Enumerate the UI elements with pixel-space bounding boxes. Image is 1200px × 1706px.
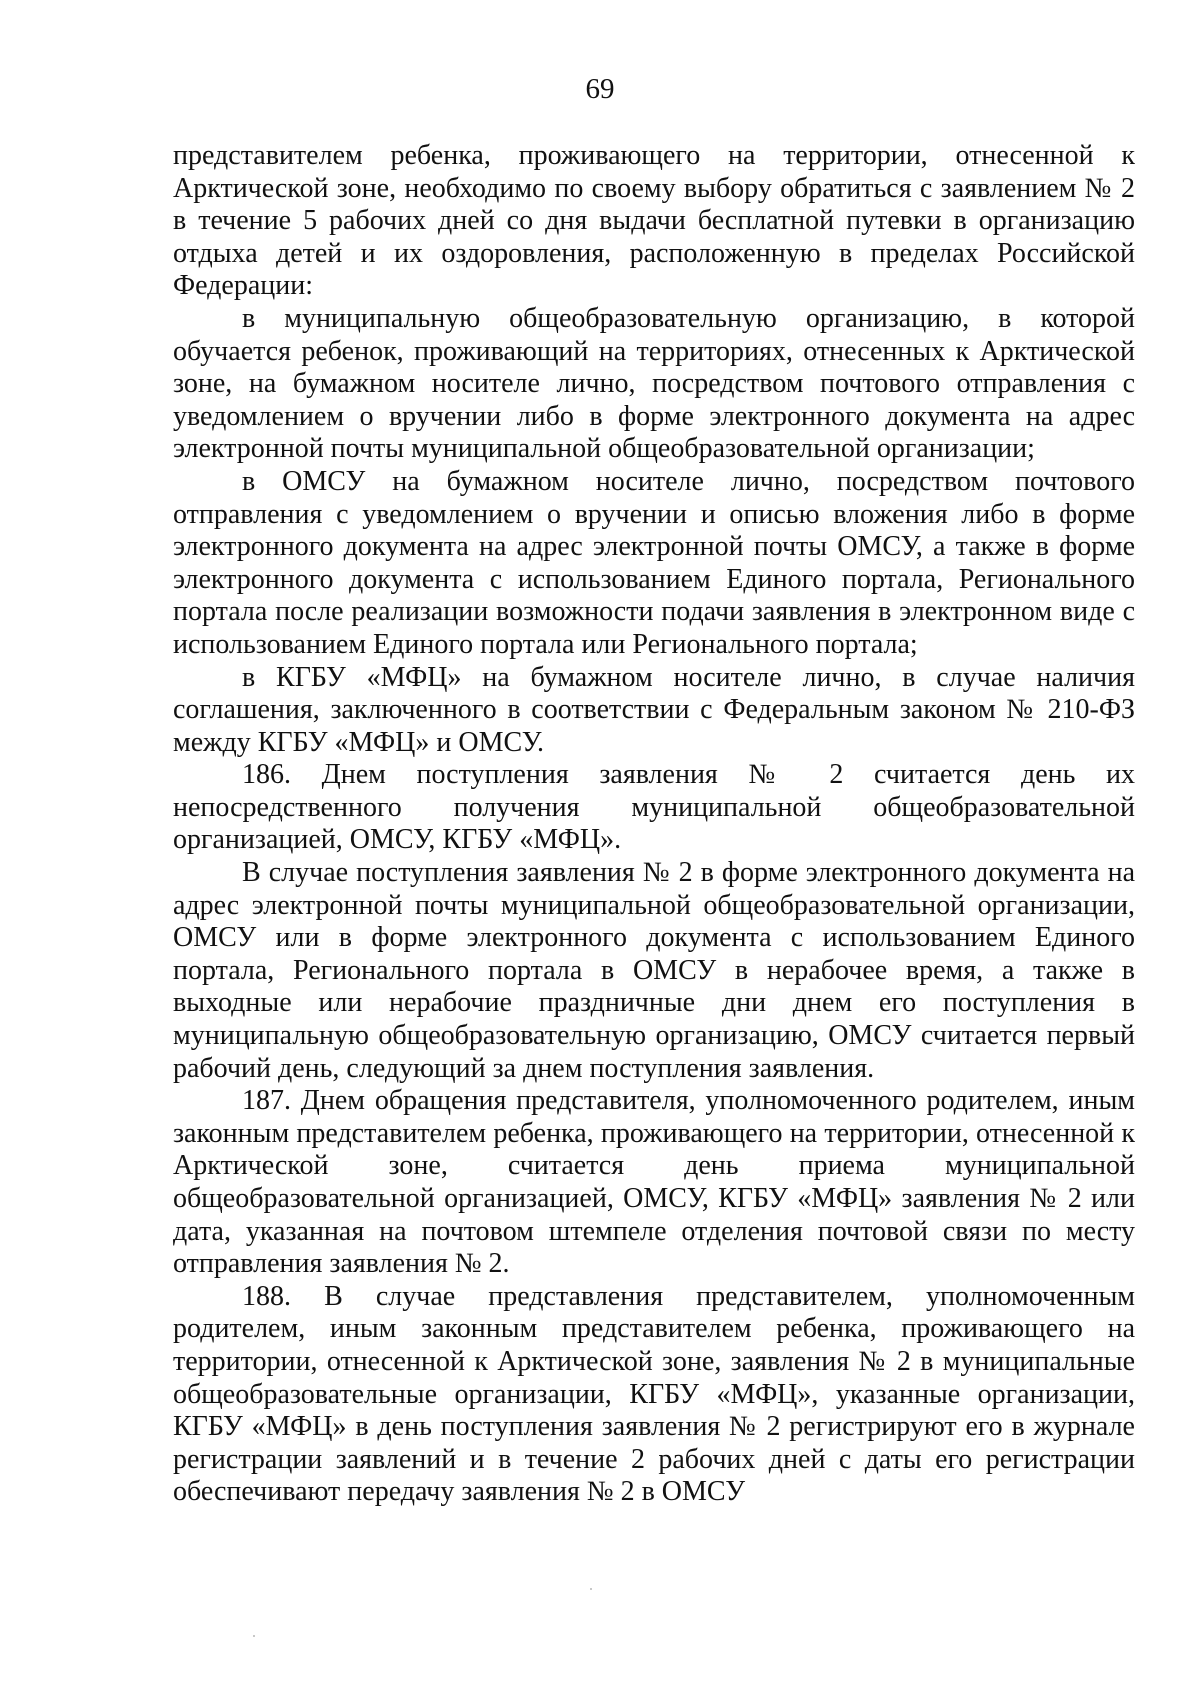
paragraph-continuation-intro: представителем ребенка, проживающего на территории, отнесенной к Арктической зоне, необходимо по своему выбору обратиться с заявлением № 2 в течение 5 рабочих дней со дня выдачи бесплатной путевки в организацию отдыха детей и их оздоровления, расположенную в пределах Российской Федерации: <box>173 140 1135 302</box>
paragraph-item-186-electronic: В случае поступления заявления № 2 в форме электронного документа на адрес электронной почты муниципальной общеобразовательной организации, ОМСУ или в форме электронного документа с использованием Единого портала, Регионального портала в ОМСУ в нерабочее время, а также в выходные или нерабочие праздничные дни днем его поступления в муниципальную общеобразовательную организацию, ОМСУ считается первый рабочий день, следующий за днем поступления заявления. <box>173 857 1135 1084</box>
paragraph-option-omsu: в ОМСУ на бумажном носителе лично, посредством почтового отправления с уведомлением о вручении и описью вложения либо в форме электронного документа на адрес электронной почты ОМСУ, а также в форме электронного документа с использованием Единого портала, Регионального портала после реализации возможности подачи заявления в электронном виде с использованием Единого портала или Регионального портала; <box>173 465 1135 660</box>
document-body <box>173 140 1135 1509</box>
paragraph-item-186: 186. Днем поступления заявления № 2 считается день их непосредственного получения муниципальной общеобразовательной организацией, ОМСУ, КГБУ «МФЦ». <box>173 759 1135 856</box>
page-number: 69 <box>585 73 615 105</box>
paragraph-option-mfc: в КГБУ «МФЦ» на бумажном носителе лично, в случае наличия соглашения, заключенного в соответствии с Федеральным законом № 210-ФЗ между КГБУ «МФЦ» и ОМСУ. <box>173 661 1135 758</box>
scan-speck <box>253 1635 255 1637</box>
paragraph-item-188: 188. В случае представления представителем, уполномоченным родителем, иным законным представителем ребенка, проживающего на территории, отнесенной к Арктической зоне, заявления № 2 в муниципальные общеобразовательные организации, КГБУ «МФЦ», указанные организации, КГБУ «МФЦ» в день поступления заявления № 2 регистрируют его в журнале регистрации заявлений и в течение 2 рабочих дней с даты его регистрации обеспечивают передачу заявления № 2 в ОМСУ <box>173 1280 1135 1508</box>
paragraph-option-school: в муниципальную общеобразовательную организацию, в которой обучается ребенок, проживающий на территориях, отнесенных к Арктической зоне, на бумажном носителе лично, посредством почтового отправления с уведомлением о вручении либо в форме электронного документа на адрес электронной почты муниципальной общеобразовательной организации; <box>173 302 1135 465</box>
scan-speck <box>590 1588 592 1590</box>
paragraph-item-187: 187. Днем обращения представителя, уполномоченного родителем, иным законным представителем ребенка, проживающего на территории, отнесенной к Арктической зоне, считается день приема муниципальной общеобразовательной организацией, ОМСУ, КГБУ «МФЦ» заявления № 2 или дата, указанная на почтовом штемпеле отделения почтовой связи по месту отправления заявления № 2. <box>173 1085 1135 1280</box>
